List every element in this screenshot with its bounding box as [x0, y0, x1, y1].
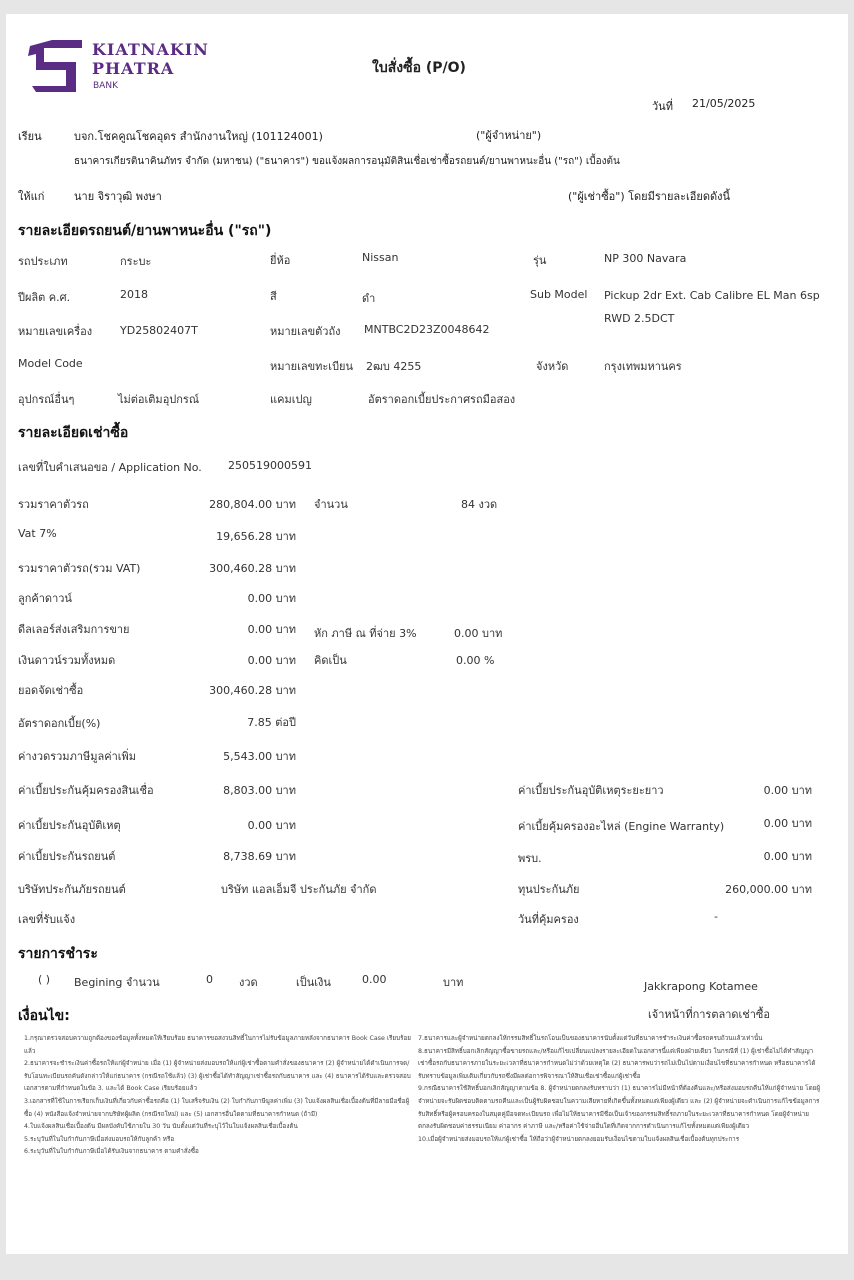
plate-number-label: หมายเลขทะเบียน — [270, 360, 354, 373]
application-no-label: เลขที่ใบคำเสนอขอ / Application No. — [18, 461, 202, 474]
amount-label: เป็นเงิน — [296, 976, 331, 989]
for-value: นาย จิราวุฒิ พงษา — [74, 190, 162, 203]
installments-label: จำนวน — [314, 498, 348, 511]
campaign-value: อัตราดอกเบี้ยประกาศรถมือสอง — [368, 393, 516, 406]
dealer-promo-label: ดีลเลอร์ส่งเสริมการขาย — [18, 623, 130, 636]
lease-section-title: รายละเอียดเช่าซื้อ — [18, 425, 129, 441]
plate-number-value: 2ฒบ 4255 — [366, 360, 422, 373]
credit-insurance-label: ค่าเบี้ยประกันคุ้มครองสินเชื่อ — [18, 784, 154, 797]
total-down-label: เงินดาวน์รวมทั้งหมด — [18, 654, 116, 667]
brand-name-line2: PHATRA — [92, 59, 175, 78]
vat-value: 19,656.28 บาท — [216, 530, 296, 543]
brand-name-line3: BANK — [93, 81, 118, 91]
long-accident-insurance-label: ค่าเบี้ยประกันอุบัติเหตุระยะยาว — [518, 784, 664, 797]
condition-item: 3.เอกสารที่ใช้ในการเรียกเก็บเงินที่เกี่ยวกับค่าซื้อรถคือ (1) ใบเสร็จรับเงิน (2) ใบกำกับภาษีมูลค่าเพิ่ม (3) ใบแจ้งผลสินเชื่อเบื้องต้นที่มีลายมือชื่อผู้ซื้อ (4) หนังสือแจ้งจำหน่ายจากบริษัทผู้ผลิต (กรณีรถใหม่) และ (5) เอกสารอื่นใดตามที่ธนาคารกำหนด (ถ้ามี) — [24, 1097, 410, 1118]
financed-amount-label: ยอดจัดเช่าซื้อ — [18, 684, 84, 697]
engine-warranty-value: 0.00 บาท — [763, 817, 812, 830]
total-price-label: รวมราคาตัวรถ(รวม VAT) — [18, 562, 141, 575]
accessory-label: อุปกรณ์อื่นๆ — [18, 393, 75, 406]
interest-rate-label: อัตราดอกเบี้ย(%) — [18, 717, 101, 730]
vehicle-model-value: NP 300 Navara — [604, 252, 687, 265]
payment-checkbox: ( ) — [38, 973, 51, 986]
vehicle-section-title: รายละเอียดรถยนต์/ยานพาหนะอื่น ("รถ") — [18, 223, 272, 239]
begin-count: 0 — [206, 973, 213, 986]
compulsory-insurance-label: พรบ. — [518, 852, 542, 865]
insurer-label: บริษัทประกันภัยรถยนต์ — [18, 883, 126, 896]
for-label: ให้แก่ — [18, 190, 45, 203]
purchase-order-document — [6, 14, 848, 1254]
application-no-value: 250519000591 — [228, 459, 312, 472]
to-role: ("ผู้จำหน่าย") — [476, 129, 542, 142]
condition-item: 9.กรณีธนาคารใช้สิทธิ์บอกเลิกสัญญาตามข้อ 8. ผู้จำหน่ายตกลงรับทราบว่า (1) ธนาคารไม่มีหน้าที่ต้องคืนและ/หรือส่งมอบรถคืนให้แก่ผู้จำหน่าย โดยผู้จำหน่ายจะรับผิดชอบติดตามรถคืนและเป็นผู้รับผิดชอบในความเสียหายที่เกิดขึ้นทั้งหมดแต่เพียงผู้เดียว และ (2) ผู้จำหน่ายจะดำเนินการแก้ไขข้อมูลการรับสิทธิ์หรือผู้ครอบครองในสมุดคู่มือจดทะเบียนรถ เพื่อไม่ให้ธนาคารมีชื่อเป็นเจ้าของกรรมสิทธิ์รถภายในระยะเวลาที่ธนาคารกำหนด โดยผู้จำหน่ายตกลงรับผิดชอบค่าธรรมเนียม ค่าอากร ค่าภาษี และ/หรือค่าใช้จ่ายอื่นใดที่เกิดจากการดำเนินการแก้ไขทั้งหมดแต่เพียงผู้เดียว — [418, 1085, 821, 1131]
campaign-label: แคมเปญ — [270, 393, 312, 406]
model-code-label: Model Code — [18, 357, 83, 370]
accessory-value: ไม่ต่อเติมอุปกรณ์ — [118, 393, 200, 406]
vehicle-year-value: 2018 — [120, 288, 148, 301]
condition-item: 10.เมื่อผู้จำหน่ายส่งมอบรถให้แก่ผู้เช่าซื้อ ให้ถือว่าผู้จำหน่ายตกลงยอมรับเงื่อนไขตามใบแจ้งผลสินเชื่อเบื้องต้นทุกประการ — [418, 1135, 740, 1143]
vehicle-color-value: ดำ — [362, 292, 376, 305]
engine-number-value: YD25802407T — [120, 324, 198, 337]
date-label: วันที่ — [652, 100, 673, 113]
customer-down-label: ลูกค้าดาวน์ — [18, 592, 72, 605]
sum-insured-value: 260,000.00 บาท — [725, 883, 812, 896]
insurer-value: บริษัท แอลเอ็มจี ประกันภัย จำกัด — [221, 883, 377, 896]
vehicle-model-label: รุ่น — [533, 254, 547, 267]
vehicle-brand-value: Nissan — [362, 251, 399, 264]
kiatnakin-logo-icon — [26, 38, 86, 94]
payment-section-title: รายการชำระ — [18, 946, 98, 962]
withholding-tax-label: หัก ภาษี ณ ที่จ่าย 3% — [314, 627, 417, 640]
vehicle-submodel-value-line2: RWD 2.5DCT — [604, 312, 675, 325]
credit-insurance-value: 8,803.00 บาท — [223, 784, 296, 797]
total-down-value: 0.00 บาท — [247, 654, 296, 667]
vehicle-brand-label: ยี่ห้อ — [270, 254, 291, 267]
installment-vat-label: ค่างวดรวมภาษีมูลค่าเพิ่ม — [18, 750, 137, 763]
date-value: 21/05/2025 — [692, 97, 756, 110]
condition-item: 2.ธนาคารจะชำระเงินค่าซื้อรถให้แก่ผู้จำหน่าย เมื่อ (1) ผู้จำหน่ายส่งมอบรถให้แก่ผู้เช่าซื้อตามคำสั่งของธนาคาร (2) ผู้จำหน่ายได้ดำเนินการจด/รับโอนทะเบียนรถคันดังกล่าวให้แก่ธนาคาร (กรณีรถใช้แล้ว) (3) ผู้เช่าซื้อได้ทำสัญญาเช่าซื้อรถกับธนาคาร และ (4) ธนาคารได้รับและตรวจสอบเอกสารตามที่กำหนดในข้อ 3. และได้ Book Case เรียบร้อยแล้ว — [24, 1060, 411, 1093]
chassis-number-value: MNTBC2D23Z0048642 — [364, 323, 490, 336]
notify-number-label: เลขที่รับแจ้ง — [18, 913, 76, 926]
for-role: ("ผู้เช่าซื้อ") โดยมีรายละเอียดดังนี้ — [568, 190, 731, 203]
period-unit: งวด — [239, 976, 258, 989]
down-percent-label: คิดเป็น — [314, 654, 347, 667]
vehicle-color-label: สี — [270, 290, 277, 303]
vehicle-submodel-label: Sub Model — [530, 288, 588, 301]
withholding-tax-value: 0.00 บาท — [454, 627, 503, 640]
down-percent-value: 0.00 % — [456, 654, 495, 667]
province-label: จังหวัด — [536, 360, 569, 373]
vehicle-type-label: รถประเภท — [18, 255, 68, 268]
engine-warranty-label: ค่าเบี้ยคุ้มครองอะไหล่ (Engine Warranty) — [518, 820, 725, 833]
condition-item: 7.ธนาคารและผู้จำหน่ายตกลงให้กรรมสิทธิ์ในรถโอนเป็นของธนาคารนับตั้งแต่วันที่ธนาคารชำระเงินค่าซื้อรถครบถ้วนแล้วเท่านั้น — [418, 1035, 763, 1042]
total-price-value: 300,460.28 บาท — [209, 562, 296, 575]
dealer-promo-value: 0.00 บาท — [247, 623, 296, 636]
vehicle-type-value: กระบะ — [120, 255, 152, 268]
conditions-right-column — [418, 1033, 822, 1146]
begin-label: Begining จำนวน — [74, 976, 160, 989]
car-price-label: รวมราคาตัวรถ — [18, 498, 89, 511]
coverage-date-value: - — [714, 910, 718, 923]
brand-name-line1: KIATNAKIN — [92, 40, 209, 59]
condition-item: 5.ระบุวันที่ในใบกำกับภาษีเมื่อส่งมอบรถให้กับลูกค้า หรือ — [24, 1135, 175, 1143]
chassis-number-label: หมายเลขตัวถัง — [270, 325, 341, 338]
amount-value: 0.00 — [362, 973, 387, 986]
condition-item: 8.ธนาคารมีสิทธิ์บอกเลิกสัญญาซื้อขายรถและ/หรือแก้ไขเปลี่ยนแปลงรายละเอียดในเอกสารนี้แต่เพียงฝ่ายเดียว ในกรณีที่ (1) ผู้เช่าซื้อไม่ได้ทำสัญญาเช่าซื้อรถกับธนาคารภายในระยะเวลาที่ธนาคารกำหนดไม่ว่าด้วยเหตุใด (2) ธนาคารพบว่ารถไม่เป็นไปตามเงื่อนไขที่ธนาคารกำหนด หรือธนาคารได้รับทราบข้อมูลเพิ่มเติมเกี่ยวกับรถซึ่งมีผลต่อการพิจารณาให้สินเชื่อเช่าซื้อแก่ผู้เช่าซื้อ — [418, 1047, 816, 1080]
engine-number-label: หมายเลขเครื่อง — [18, 325, 93, 338]
installment-vat-value: 5,543.00 บาท — [223, 750, 296, 763]
customer-down-value: 0.00 บาท — [247, 592, 296, 605]
car-insurance-label: ค่าเบี้ยประกันรถยนต์ — [18, 850, 116, 863]
to-label: เรียน — [18, 130, 42, 143]
long-accident-insurance-value: 0.00 บาท — [763, 784, 812, 797]
condition-item: 6.ระบุวันที่ในใบกำกับภาษีเมื่อได้รับเงินจากธนาคาร ตามคำสั่งซื้อ — [24, 1148, 199, 1156]
approval-notice: ธนาคารเกียรตินาคินภัทร จำกัด (มหาชน) ("ธนาคาร") ขอแจ้งผลการอนุมัติสินเชื่อเช่าซื้อรถยนต์/ยานพาหนะอื่น ("รถ") เบื้องต้น — [74, 156, 620, 167]
sum-insured-label: ทุนประกันภัย — [518, 883, 580, 896]
conditions-left-column — [24, 1033, 416, 1159]
financed-amount-value: 300,460.28 บาท — [209, 684, 296, 697]
conditions-title: เงื่อนไข: — [18, 1008, 70, 1024]
installments-value: 84 งวด — [461, 498, 498, 511]
vat-label: Vat 7% — [18, 527, 57, 540]
signer-name: Jakkrapong Kotamee — [644, 980, 758, 993]
accident-insurance-value: 0.00 บาท — [247, 819, 296, 832]
car-insurance-value: 8,738.69 บาท — [223, 850, 296, 863]
signer-title: เจ้าหน้าที่การตลาดเช่าซื้อ — [648, 1008, 771, 1021]
coverage-date-label: วันที่คุ้มครอง — [518, 913, 579, 926]
to-value: บจก.โชคคูณโชคอุดร สำนักงานใหญ่ (101124001) — [74, 130, 323, 143]
compulsory-insurance-value: 0.00 บาท — [763, 850, 812, 863]
car-price-value: 280,804.00 บาท — [209, 498, 296, 511]
condition-item: 1.กรุณาตรวจสอบความถูกต้องของข้อมูลทั้งหมดให้เรียบร้อย ธนาคารขอสงวนสิทธิ์ในการไม่รับข้อมูลภายหลังจากธนาคาร Book Case เรียบร้อยแล้ว — [24, 1035, 411, 1055]
accident-insurance-label: ค่าเบี้ยประกันอุบัติเหตุ — [18, 819, 121, 832]
condition-item: 4.ใบแจ้งผลสินเชื่อเบื้องต้น มีผลบังคับใช้ภายใน 30 วัน นับตั้งแต่วันที่ระบุไว้ในใบแจ้งผลสินเชื่อเบื้องต้น — [24, 1123, 298, 1131]
baht-unit: บาท — [443, 976, 464, 989]
interest-rate-value: 7.85 ต่อปี — [247, 716, 296, 729]
page-title: ใบสั่งซื้อ (P/O) — [372, 60, 466, 76]
vehicle-submodel-value-line1: Pickup 2dr Ext. Cab Calibre EL Man 6sp — [604, 289, 820, 302]
vehicle-year-label: ปีผลิต ค.ศ. — [18, 291, 71, 304]
province-value: กรุงเทพมหานคร — [604, 360, 682, 373]
